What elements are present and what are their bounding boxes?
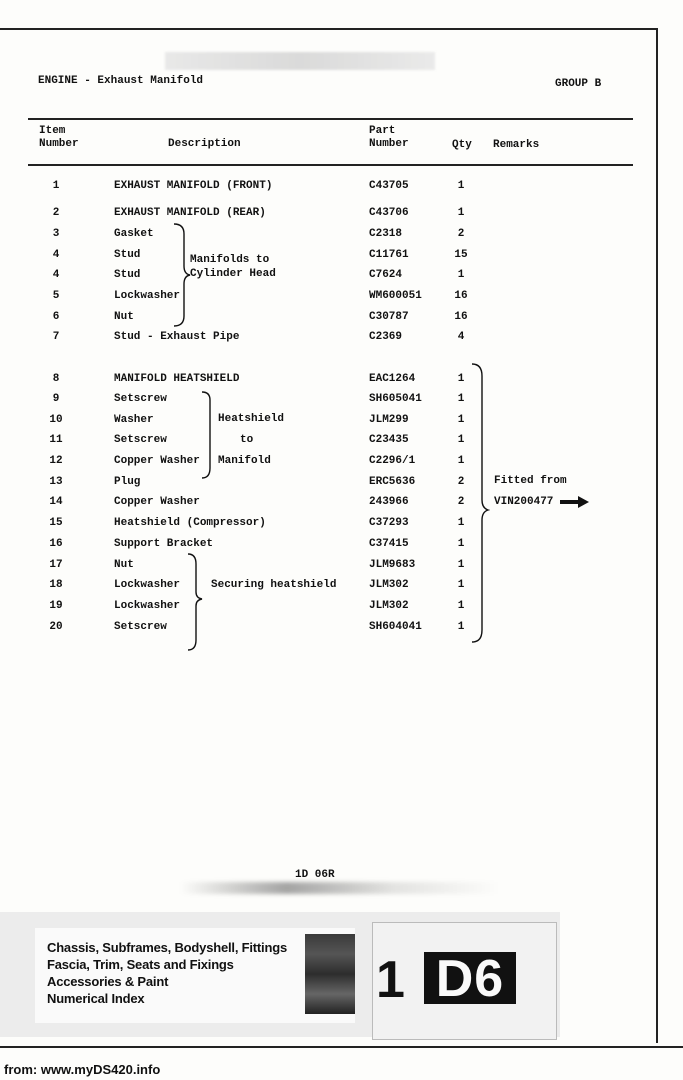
table-row (0, 311, 658, 331)
item-number: 4 (52, 249, 60, 261)
item-number: 1 (52, 180, 60, 192)
item-description: EXHAUST MANIFOLD (FRONT) (114, 180, 273, 192)
part-number: C2318 (369, 228, 403, 240)
item-number: 13 (49, 476, 63, 488)
scan-smudge-footer (180, 882, 500, 894)
item-description: Stud (114, 249, 141, 261)
item-description: Setscrew (114, 621, 167, 633)
part-number: JLM9683 (369, 559, 416, 571)
item-quantity: 1 (457, 455, 465, 467)
index-line-accessories: Accessories & Paint (47, 974, 169, 989)
item-description: Lockwasher (114, 600, 181, 612)
page-code: 1D 06R (295, 869, 335, 881)
item-quantity: 16 (454, 290, 468, 302)
item-number: 15 (49, 517, 63, 529)
item-description: Nut (114, 559, 134, 571)
group-label: GROUP B (555, 78, 602, 90)
note-manifolds-line2: Cylinder Head (190, 268, 276, 280)
item-number: 2 (52, 207, 60, 219)
section-badge-number: 1 (376, 951, 405, 1009)
col-item-header: Item Number (39, 125, 79, 150)
item-description: Stud - Exhaust Pipe (114, 331, 240, 343)
table-row (0, 600, 658, 620)
part-number: C7624 (369, 269, 403, 281)
table-row (0, 331, 658, 351)
item-description: Gasket (114, 228, 154, 240)
table-row (0, 414, 658, 434)
index-tab-marker (305, 934, 355, 1014)
col-description-header: Description (168, 138, 241, 150)
col-part-header: Part Number (369, 125, 409, 150)
part-number: ERC5636 (369, 476, 416, 488)
item-number: 17 (49, 559, 63, 571)
table-row (0, 621, 658, 641)
note-manifolds-line1: Manifolds to (190, 254, 270, 266)
col-qty-header: Qty (452, 139, 472, 151)
section-title: ENGINE - Exhaust Manifold (38, 75, 204, 87)
part-number: C2296/1 (369, 455, 416, 467)
part-number: SH605041 (369, 393, 422, 405)
item-quantity: 2 (457, 228, 465, 240)
table-row (0, 180, 658, 200)
item-quantity: 1 (457, 207, 465, 219)
part-number: C43705 (369, 180, 409, 192)
item-number: 9 (52, 393, 60, 405)
item-description: Washer (114, 414, 154, 426)
part-number: C23435 (369, 434, 409, 446)
item-number: 20 (49, 621, 63, 633)
part-number: C30787 (369, 311, 409, 323)
item-quantity: 15 (454, 249, 468, 261)
item-description: Copper Washer (114, 455, 200, 467)
bottom-rule (0, 1046, 683, 1048)
table-row (0, 517, 658, 537)
note-heatshield-line3: Manifold (218, 455, 271, 467)
item-quantity: 1 (457, 600, 465, 612)
note-securing: Securing heatshield (211, 579, 337, 591)
item-number: 4 (52, 269, 60, 281)
item-quantity: 1 (457, 621, 465, 633)
scan-smudge (165, 52, 435, 70)
part-number: C11761 (369, 249, 409, 261)
item-quantity: 1 (457, 393, 465, 405)
item-number: 5 (52, 290, 60, 302)
arrow-right-icon (560, 496, 590, 508)
item-quantity: 1 (457, 269, 465, 281)
item-description: Heatshield (Compressor) (114, 517, 266, 529)
item-description: Nut (114, 311, 134, 323)
item-quantity: 1 (457, 434, 465, 446)
item-quantity: 2 (457, 476, 465, 488)
item-number: 14 (49, 496, 63, 508)
table-row (0, 249, 658, 269)
part-number: C37293 (369, 517, 409, 529)
index-line-fascia: Fascia, Trim, Seats and Fixings (47, 957, 234, 972)
item-description: Lockwasher (114, 579, 181, 591)
item-number: 18 (49, 579, 63, 591)
brace-securing (186, 552, 206, 652)
item-quantity: 1 (457, 180, 465, 192)
item-quantity: 16 (454, 311, 468, 323)
item-number: 3 (52, 228, 60, 240)
table-row (0, 455, 658, 475)
table-row (0, 269, 658, 289)
item-number: 12 (49, 455, 63, 467)
table-row (0, 207, 658, 227)
item-description: EXHAUST MANIFOLD (REAR) (114, 207, 266, 219)
item-quantity: 1 (457, 538, 465, 550)
item-description: Stud (114, 269, 141, 281)
brace-heatshield (200, 390, 218, 480)
index-line-chassis: Chassis, Subframes, Bodyshell, Fittings (47, 940, 287, 955)
col-remarks-header: Remarks (493, 139, 540, 151)
item-description: Plug (114, 476, 141, 488)
note-heatshield-line2: to (240, 434, 254, 446)
part-number: WM600051 (369, 290, 422, 302)
item-number: 7 (52, 331, 60, 343)
item-description: Support Bracket (114, 538, 214, 550)
section-badge-code: D6 (424, 952, 516, 1004)
item-number: 8 (52, 373, 60, 385)
item-description: Copper Washer (114, 496, 200, 508)
table-row (0, 228, 658, 248)
part-number: EAC1264 (369, 373, 416, 385)
note-fitted-line1: Fitted from (494, 475, 567, 487)
item-description: MANIFOLD HEATSHIELD (114, 373, 240, 385)
item-number: 10 (49, 414, 63, 426)
item-quantity: 1 (457, 517, 465, 529)
part-number: JLM302 (369, 579, 409, 591)
table-row (0, 559, 658, 579)
source-credit: from: www.myDS420.info (4, 1062, 161, 1077)
table-row (0, 290, 658, 310)
part-number: JLM299 (369, 414, 409, 426)
item-quantity: 1 (457, 579, 465, 591)
item-description: Lockwasher (114, 290, 181, 302)
item-number: 19 (49, 600, 63, 612)
table-row (0, 434, 658, 454)
table-row (0, 538, 658, 558)
header-rule-bottom (28, 164, 633, 166)
brace-manifolds (172, 222, 192, 328)
part-number: C37415 (369, 538, 409, 550)
item-description: Setscrew (114, 434, 167, 446)
item-number: 16 (49, 538, 63, 550)
part-number: C43706 (369, 207, 409, 219)
part-number: SH604041 (369, 621, 422, 633)
header-rule-top (28, 118, 633, 120)
table-row (0, 393, 658, 413)
item-description: Setscrew (114, 393, 167, 405)
note-fitted-line2: VIN200477 (494, 496, 554, 508)
item-quantity: 1 (457, 373, 465, 385)
item-quantity: 1 (457, 559, 465, 571)
item-quantity: 1 (457, 414, 465, 426)
item-quantity: 2 (457, 496, 465, 508)
part-number: C2369 (369, 331, 403, 343)
table-row (0, 373, 658, 393)
item-number: 11 (49, 434, 63, 446)
index-line-numerical: Numerical Index (47, 991, 145, 1006)
brace-fitted (470, 362, 490, 644)
part-number: 243966 (369, 496, 409, 508)
part-number: JLM302 (369, 600, 409, 612)
note-heatshield-line1: Heatshield (218, 413, 285, 425)
item-number: 6 (52, 311, 60, 323)
item-quantity: 4 (457, 331, 465, 343)
